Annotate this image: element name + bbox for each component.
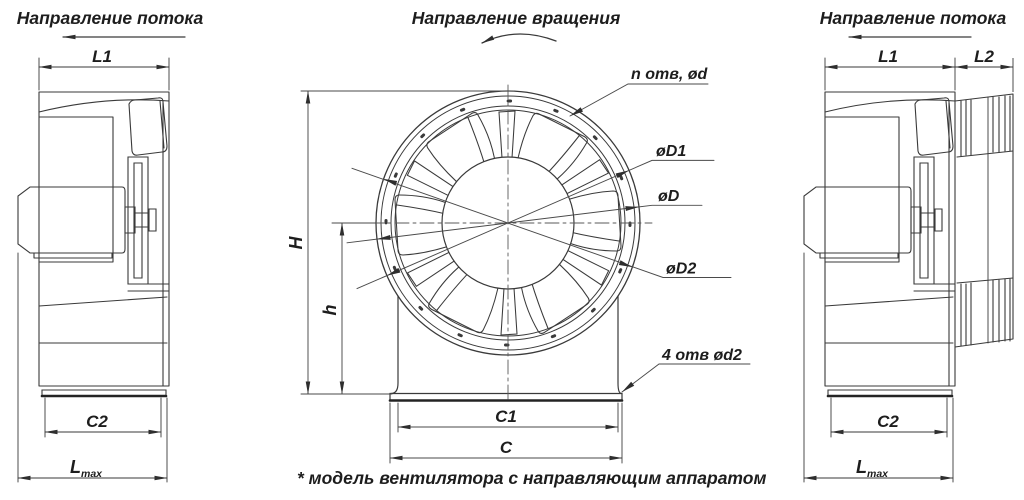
dim-H-label: H: [286, 236, 306, 250]
right-dim-lmax-label: $L_{max}$: [856, 457, 889, 480]
left-dim-lmax-label: $L_{max}$: [70, 457, 103, 480]
guide-vane-section: [955, 94, 1013, 347]
d1-label: øD1: [656, 143, 687, 160]
d2-label: øD2: [666, 260, 697, 278]
d-label: øD: [658, 188, 680, 205]
footnote: * модель вентилятора с направляющим аппаратом: [297, 468, 767, 488]
dim-h-label: h: [320, 304, 340, 316]
rim-holes-label: n отв, ød: [631, 66, 708, 83]
left-flow-direction-label: Направление потока: [16, 8, 204, 28]
casing-base: [390, 296, 622, 401]
right-flow-direction-label: Направление потока: [819, 8, 1007, 28]
dim-c1-label: C1: [495, 407, 517, 426]
rotation-direction-label: Направление вращения: [411, 8, 621, 28]
front-view: [286, 8, 766, 488]
base-holes-label: 4 отв ød2: [662, 347, 742, 364]
right-dim-l2-label: L2: [974, 47, 994, 66]
rotation-arrow: [482, 34, 556, 43]
dim-c-label: C: [499, 438, 513, 457]
right-dim-c2-label: C2: [877, 412, 899, 431]
right-side-view: [804, 8, 1013, 482]
left-dim-l1-label: L1: [92, 47, 112, 66]
left-side-view: [17, 8, 204, 482]
left-dim-c2-label: C2: [86, 412, 108, 431]
right-dim-l1-label: L1: [878, 47, 898, 66]
rim-holes-leader: [570, 84, 708, 116]
base-holes-leader: [622, 364, 750, 392]
